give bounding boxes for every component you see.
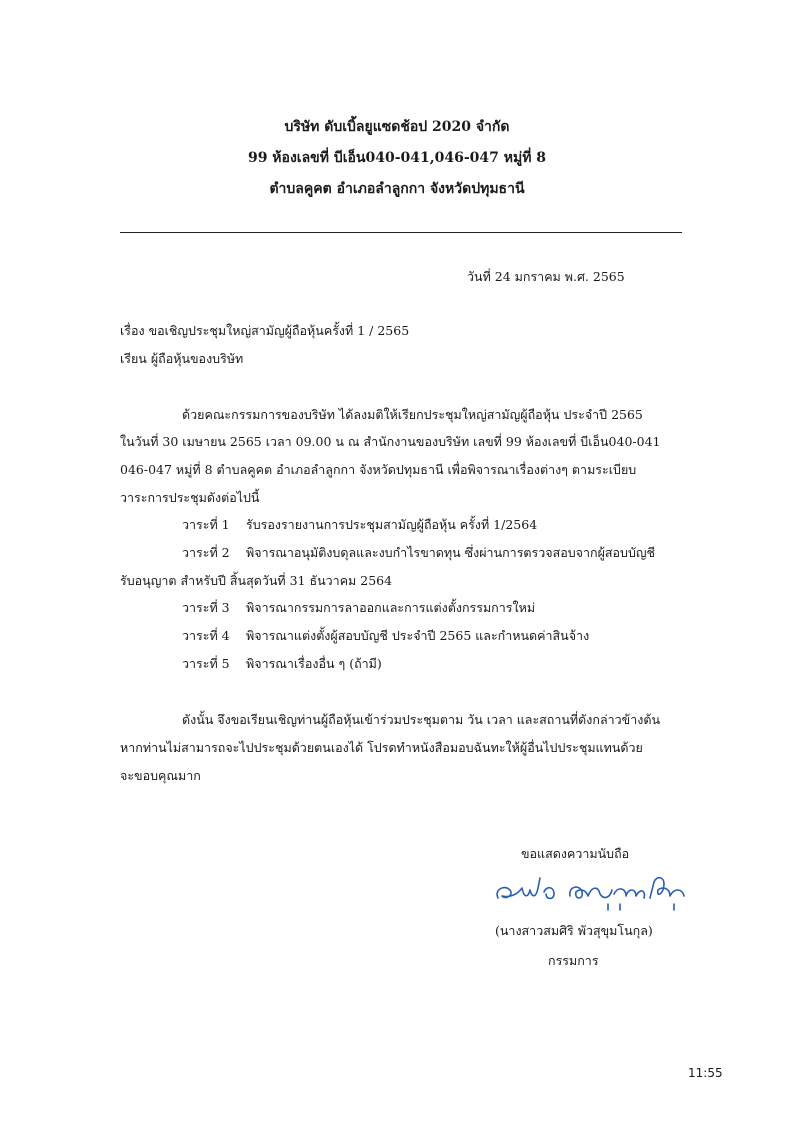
header-divider bbox=[120, 232, 682, 233]
agenda-label: วาระที่ 1 bbox=[182, 517, 230, 532]
agenda-text: พิจารณากรรมการลาออกและการแต่งตั้งกรรมการใหม่ bbox=[246, 600, 536, 615]
agenda-text-continued: รับอนุญาต สำหรับปี สิ้นสุดวันที่ 31 ธันวาคม 2564 bbox=[120, 573, 393, 588]
body-line: 046-047 หมู่ที่ 8 ตำบลคูคต อำเภอลำลูกกา จังหวัดปทุมธานี เพื่อพิจารณาเรื่องต่างๆ ตามระเบียบ bbox=[120, 462, 637, 477]
agenda-text: พิจารณาอนุมัติงบดุลและงบกำไรขาดทุน ซึ่งผ่านการตรวจสอบจากผู้สอบบัญชี bbox=[246, 545, 656, 560]
letter-subject: เรื่อง ขอเชิญประชุมใหญ่สามัญผู้ถือหุ้นครั้งที่ 1 / 2565 bbox=[120, 323, 410, 338]
regards: ขอแสดงความนับถือ bbox=[521, 846, 630, 861]
signer-name: (นางสาวสมศิริ พัวสุขุมโนกุล) bbox=[495, 923, 653, 938]
body-line: ในวันที่ 30 เมษายน 2565 เวลา 09.00 น ณ สำนักงานของบริษัท เลขที่ 99 ห้องเลขที่ บีเอ็น040-041 bbox=[120, 434, 661, 449]
handwritten-signature bbox=[488, 868, 698, 916]
closing-line: ดังนั้น จึงขอเรียนเชิญท่านผู้ถือหุ้นเข้าร่วมประชุมตาม วัน เวลา และสถานที่ดังกล่าวข้างต้น bbox=[182, 712, 660, 727]
agenda-label: วาระที่ 3 bbox=[182, 600, 230, 615]
body-line: ด้วยคณะกรรมการของบริษัท ได้ลงมติให้เรียกประชุมใหญ่สามัญผู้ถือหุ้น ประจำปี 2565 bbox=[182, 407, 643, 422]
signer-title: กรรมการ bbox=[548, 953, 599, 968]
company-name: บริษัท ดับเบิ้ลยูแซดช้อป 2020 จำกัด bbox=[284, 119, 510, 135]
timestamp: 11:55 bbox=[688, 1066, 723, 1080]
body-line: วาระการประชุมดังต่อไปนี้ bbox=[120, 490, 260, 505]
letter-date: วันที่ 24 มกราคม พ.ศ. 2565 bbox=[467, 269, 625, 284]
company-address-line1: 99 ห้องเลขที่ บีเอ็น040-041,046-047 หมู่ที่ 8 bbox=[247, 150, 547, 166]
agenda-label: วาระที่ 2 bbox=[182, 545, 230, 560]
agenda-text: พิจารณาแต่งตั้งผู้สอบบัญชี ประจำปี 2565 และกำหนดค่าสินจ้าง bbox=[246, 628, 590, 643]
agenda-text: รับรองรายงานการประชุมสามัญผู้ถือหุ้น ครั้งที่ 1/2564 bbox=[246, 517, 538, 532]
closing-line: จะขอบคุณมาก bbox=[120, 768, 201, 783]
company-address-line2: ตำบลคูคต อำเภอลำลูกกา จังหวัดปทุมธานี bbox=[269, 181, 525, 197]
agenda-label: วาระที่ 4 bbox=[182, 628, 230, 643]
agenda-label: วาระที่ 5 bbox=[182, 656, 230, 671]
letter-recipient: เรียน ผู้ถือหุ้นของบริษัท bbox=[120, 351, 244, 366]
closing-line: หากท่านไม่สามารถจะไปประชุมด้วยตนเองได้ โปรดทำหนังสือมอบฉันทะให้ผู้อื่นไปประชุมแทนด้วย bbox=[120, 740, 643, 755]
agenda-text: พิจารณาเรื่องอื่น ๆ (ถ้ามี) bbox=[246, 656, 382, 671]
